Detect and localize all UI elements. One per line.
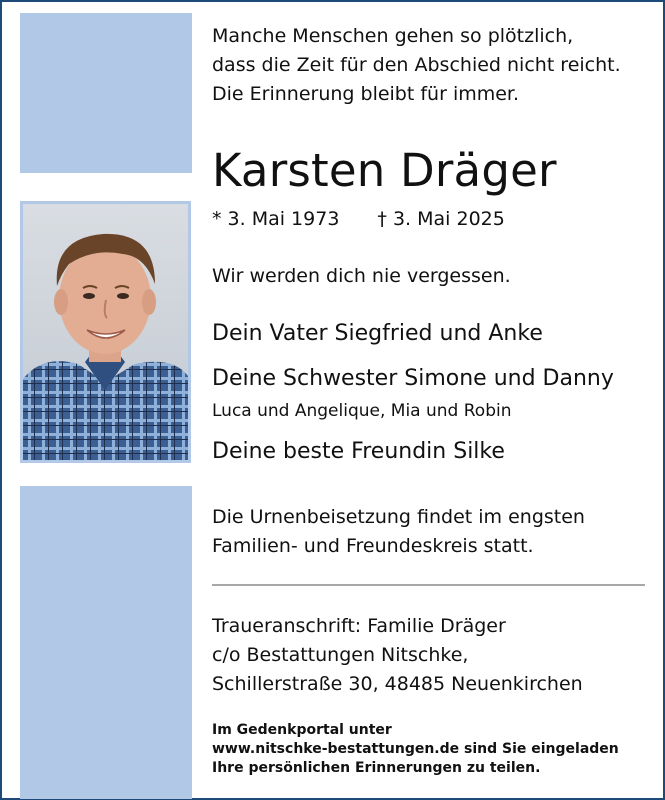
family-father: Dein Vater Siegfried und Anke — [212, 321, 543, 346]
portal-line: www.nitschke-bestattungen.de sind Sie eingeladen — [212, 741, 619, 757]
family-sister: Deine Schwester Simone und Danny — [212, 366, 614, 391]
deceased-name: Karsten Dräger — [212, 144, 557, 197]
urn-notice-line: Die Urnenbeisetzung findet im engsten — [212, 506, 585, 528]
life-dates — [212, 205, 505, 233]
quote-line: Die Erinnerung bleibt für immer. — [212, 83, 520, 105]
birth-date: * 3. Mai 1973 — [212, 208, 340, 230]
family-friend: Deine beste Freundin Silke — [212, 439, 505, 464]
family-children: Luca und Angelique, Mia und Robin — [212, 401, 512, 421]
divider — [212, 584, 645, 586]
decorative-band-top — [20, 13, 192, 173]
remembrance-line: Wir werden dich nie vergessen. — [212, 265, 511, 287]
portal-line: Ihre persönlichen Erinnerungen zu teilen. — [212, 760, 541, 776]
urn-notice — [212, 503, 585, 561]
memorial-quote — [212, 22, 621, 109]
portal-line: Im Gedenkportal unter — [212, 722, 392, 738]
memorial-portal-notice — [212, 721, 619, 778]
address-line: Traueranschrift: Familie Dräger — [212, 615, 506, 637]
urn-notice-line: Familien- und Freundeskreis statt. — [212, 535, 534, 557]
quote-line: dass die Zeit für den Abschied nicht reicht. — [212, 54, 621, 76]
address-line: c/o Bestattungen Nitschke, — [212, 644, 469, 666]
mourning-address — [212, 612, 583, 699]
address-line: Schillerstraße 30, 48485 Neuenkirchen — [212, 673, 583, 695]
death-date: † 3. Mai 2025 — [377, 208, 505, 230]
decorative-band-bottom — [20, 486, 192, 799]
quote-line: Manche Menschen gehen so plötzlich, — [212, 25, 574, 47]
portrait-photo — [20, 201, 191, 463]
